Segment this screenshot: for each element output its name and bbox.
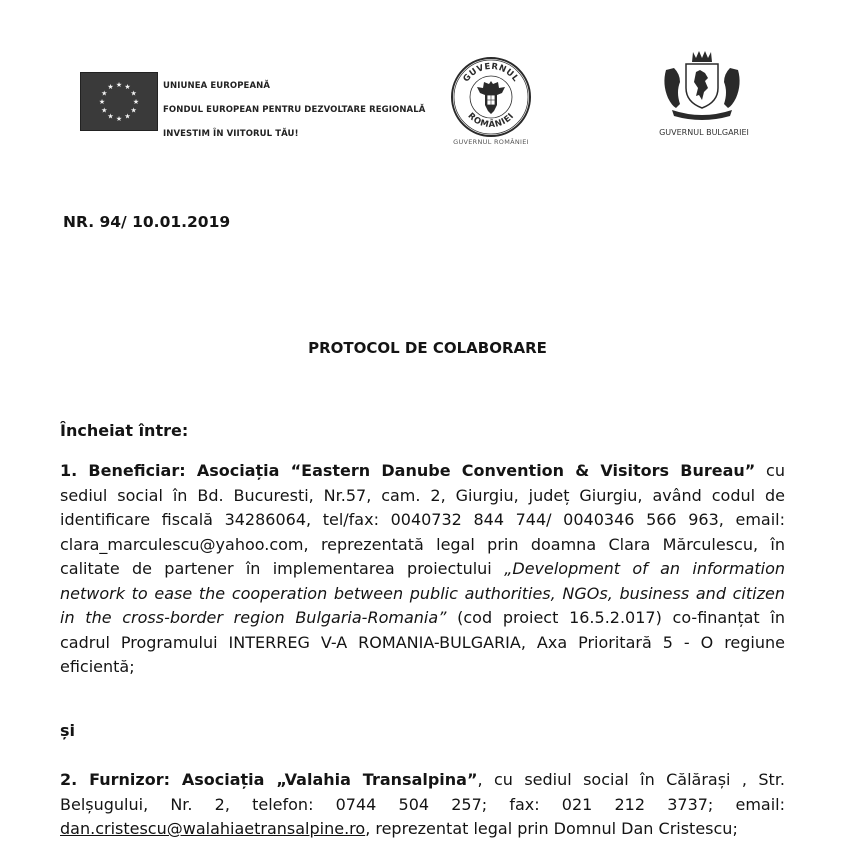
eu-line-1: UNIUNEA EUROPEANĂ [163, 81, 271, 91]
intro-heading: Încheiat între: [60, 421, 189, 440]
eu-line-2: FONDUL EUROPEAN PENTRU DEZVOLTARE REGIONALĂ [163, 105, 426, 115]
party-2-paragraph [60, 768, 785, 842]
romanian-government-seal [449, 55, 533, 139]
eu-star-icon: ★ [124, 83, 131, 92]
eu-star-icon: ★ [98, 97, 106, 106]
eu-star-icon: ★ [101, 106, 108, 115]
romanian-government-caption: GUVERNUL ROMÂNIEI [453, 138, 529, 146]
eu-star-icon: ★ [115, 114, 123, 123]
bulgarian-coat-of-arms [658, 48, 746, 124]
eu-star-icon: ★ [107, 83, 114, 92]
eu-star-icon: ★ [124, 112, 131, 121]
eu-star-icon: ★ [107, 112, 114, 121]
eu-star-icon: ★ [130, 89, 137, 98]
party-1-cofinancing: (cod proiect 16.5.2.017) co-finanțat în cadrul Programului INTERREG V-A ROMANIA-BULGARIA, Axa Prioritară 5 - O regiune eficientă; [60, 608, 785, 676]
party-1-label: 1. Beneficiar: Asociația “Eastern Danube Convention & Visitors Bureau” [60, 461, 756, 480]
document-title: PROTOCOL DE COLABORARE [308, 339, 547, 357]
document-number: NR. 94/ 10.01.2019 [63, 213, 231, 231]
eu-stars-icon [81, 73, 157, 130]
eu-star-icon: ★ [130, 106, 137, 115]
party-2-representative: , reprezentat legal prin Domnul Dan Cristescu; [365, 819, 738, 838]
party-1-paragraph [60, 459, 785, 680]
svg-text:GUVERNUL: GUVERNUL [461, 61, 521, 85]
eu-line-3: INVESTIM ÎN VIITORUL TĂU! [163, 129, 299, 139]
eu-star-icon: ★ [115, 80, 123, 89]
eu-flag-logo [80, 72, 158, 131]
eu-funding-text [163, 74, 425, 146]
party-2-details: , cu sediul social în Călărași , Str. Belșugului, Nr. 2, telefon: 0744 504 257; fax: 021 212 3737; email: [60, 770, 786, 814]
bulgarian-government-caption: GUVERNUL BULGARIEI [659, 128, 749, 137]
party-2-label: 2. Furnizor: Asociația „Valahia Transalpina” [60, 770, 478, 789]
party-2-email-link[interactable]: dan.cristescu@walahiaetransalpine.ro [60, 819, 366, 838]
project-title: „Development of an information network to ease the cooperation between public authorities, NGOs, business and citizen in the cross-border region Bulgaria-Romania” [60, 559, 786, 627]
conjunction: și [60, 721, 76, 740]
eu-star-icon: ★ [132, 97, 140, 106]
party-1-details: cu sediul social în Bd. Bucuresti, Nr.57, cam. 2, Giurgiu, județ Giurgiu, având codul de identificare fiscală 34286064, tel/fax: 0040732 844 744/ 0040346 566 963, email: clara_marculescu@yahoo.com, reprezentată legal prin doamna Clara Mărculescu, în calitate de partener în implementarea proiectului [60, 461, 785, 578]
eu-star-icon: ★ [101, 89, 108, 98]
svg-text:ROMÂNIEI: ROMÂNIEI [465, 111, 517, 131]
